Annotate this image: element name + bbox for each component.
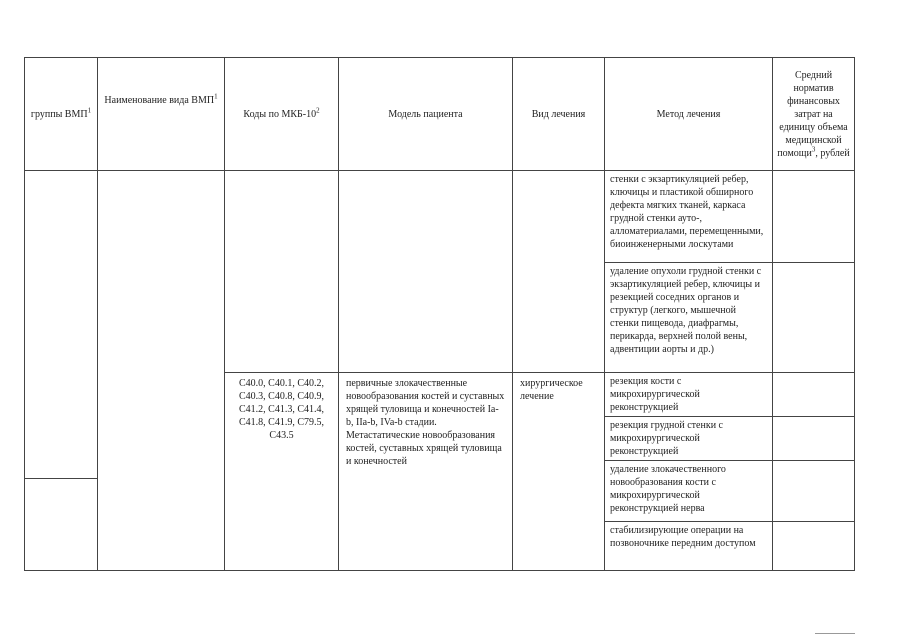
group-cell (24, 478, 98, 571)
method-cell (604, 416, 773, 461)
header-name (97, 57, 225, 171)
cost-cell (772, 262, 855, 373)
header-name-label: Наименование вида ВМП (104, 94, 215, 106)
cost-cell (772, 416, 855, 461)
method-text: удаление злокачественного новообразования кости с микрохирургической реконструкцией нерва (610, 464, 726, 514)
cost-cell (772, 170, 855, 263)
cost-cell (772, 521, 855, 571)
method-cell (604, 372, 773, 417)
method-cell (604, 460, 773, 522)
cost-cell (772, 460, 855, 522)
method-cell (604, 170, 773, 263)
group-cell (24, 170, 98, 479)
header-method-label: Метод лечения (656, 108, 721, 120)
icd-codes: C40.0, C40.1, C40.2, C40.3, C40.8, C40.9, C41.2, C41.3, C41.4, C41.8, C41.9, C79.5, C43.5 (238, 378, 324, 441)
codes-cell (224, 170, 339, 373)
codes-cell (224, 372, 339, 571)
footnote-mark: 1 (87, 106, 92, 115)
model-cell (338, 170, 513, 373)
method-cell (604, 521, 773, 571)
footnote-mark: 2 (316, 106, 320, 115)
name-cell (97, 170, 225, 571)
method-text: резекция кости с микрохирургической реконструкцией (610, 376, 700, 413)
header-treatment-type-label: Вид лечения (531, 108, 586, 120)
header-cost-unit: , рублей (815, 147, 850, 159)
header-model (338, 57, 513, 171)
treatment-type: хирургическое лечение (520, 378, 583, 402)
patient-model: первичные злокачественные новообразования костей и суставных хрящей туловища и конечностей Ia-b, IIa-b, IVa-b стадии. Метастатические новообразования костей, суставных хрящей туловища и конечностей (346, 378, 505, 467)
header-cost-label: Средний норматив финансовых затрат на единицу объема медицинской помощи (777, 69, 848, 159)
header-model-label: Модель пациента (388, 108, 463, 120)
header-group (24, 57, 98, 171)
treatment-type-cell (512, 170, 605, 373)
footnote-mark: 3 (811, 145, 816, 154)
treatment-type-cell (512, 372, 605, 571)
method-text: стенки с экзартикуляцией ребер, ключицы и пластикой обширного дефекта мягких тканей, каркаса грудной стенки ауто-, алломатериалами, перемещенными, биоинженерными лоскутами (610, 174, 764, 250)
scan-artifact (815, 633, 855, 634)
footnote-mark: 1 (214, 92, 218, 101)
header-method (604, 57, 773, 171)
header-cost (772, 57, 855, 171)
method-text: удаление опухоли грудной стенки с экзартикуляцией ребер, ключицы и резекцией соседних органов и структур (легкого, мышечной стенки пищевода, диафрагмы, перикарда, верхней полой вены, адвентиции аорты и др.) (610, 266, 762, 355)
model-cell (338, 372, 513, 571)
method-cell (604, 262, 773, 373)
method-text: резекция грудной стенки с микрохирургической реконструкцией (610, 420, 723, 457)
header-codes-label: Коды по МКБ-10 (243, 108, 317, 120)
header-treatment-type (512, 57, 605, 171)
header-codes (224, 57, 339, 171)
method-text: стабилизирующие операции на позвоночнике передним доступом (610, 525, 756, 549)
header-group-label: группы ВМП (30, 108, 88, 120)
cost-cell (772, 372, 855, 417)
